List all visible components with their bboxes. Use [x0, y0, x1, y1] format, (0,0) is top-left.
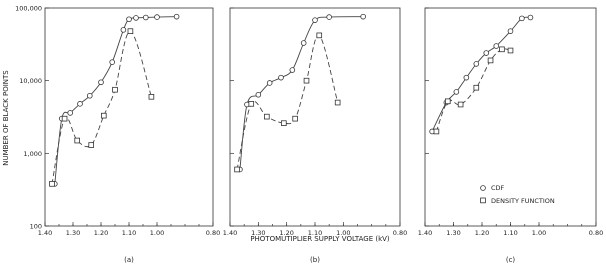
x-axis-label: PHOTOMUTIPLIER SUPPLY VOLTAGE (kV) — [250, 235, 390, 243]
legend-cdf-marker — [481, 186, 486, 191]
density-point — [149, 94, 154, 99]
cdf-point — [155, 15, 160, 20]
cdf-point — [279, 75, 284, 80]
cdf-point — [301, 41, 306, 46]
cdf-point — [134, 16, 139, 21]
chart-panel — [223, 8, 407, 264]
x-tick-label: 1.00 — [149, 229, 165, 237]
x-tick-label: 1.00 — [531, 229, 547, 237]
density-point — [434, 129, 439, 134]
cdf-point — [121, 27, 126, 32]
density-point — [101, 113, 106, 118]
x-tick-label: 1.20 — [279, 229, 294, 237]
y-tick-label: 100,000 — [15, 4, 42, 13]
cdf-point — [313, 18, 318, 23]
x-tick-label: 1.20 — [93, 229, 109, 237]
density-point — [50, 181, 55, 186]
y-axis-label: NUMBER OF BLACK POINTS — [2, 70, 10, 166]
cdf-point — [68, 111, 73, 116]
cdf-point — [87, 93, 92, 98]
x-tick-label: 1.10 — [121, 229, 137, 237]
density-point — [317, 33, 322, 38]
y-tick-label: 1,000 — [23, 149, 42, 158]
density-point — [293, 116, 298, 121]
cdf-point — [464, 75, 469, 80]
y-tick-label: 100 — [29, 222, 42, 231]
density-point — [500, 47, 505, 52]
density-point — [458, 102, 463, 107]
cdf-point — [267, 81, 272, 86]
cdf-point — [127, 17, 132, 22]
density-point — [488, 58, 493, 63]
density-point — [474, 85, 479, 90]
density-point — [128, 29, 133, 34]
plot-frame — [45, 8, 213, 226]
density-point — [281, 121, 286, 126]
density-point — [235, 167, 240, 172]
x-tick-label: 1.10 — [307, 229, 323, 237]
cdf-point — [78, 101, 83, 106]
cdf-point — [528, 15, 533, 20]
cdf-curve — [55, 17, 177, 184]
x-tick-label: 1.30 — [446, 229, 461, 237]
cdf-point — [99, 80, 104, 85]
density-point — [62, 116, 67, 121]
density-point — [304, 78, 309, 83]
legend-density-label: DENSITY FUNCTION — [491, 197, 555, 205]
chart-panel — [15, 5, 220, 265]
cdf-point — [494, 44, 499, 49]
density-point — [75, 138, 80, 143]
panel-label: (c) — [505, 256, 516, 264]
x-tick-label: 1.40 — [417, 229, 433, 237]
cdf-point — [474, 62, 479, 67]
cdf-point — [520, 16, 525, 21]
legend — [481, 184, 555, 205]
x-tick-label: 0.80 — [205, 229, 221, 237]
x-tick-label: 0.80 — [588, 229, 604, 237]
y-tick-label: 10,000 — [19, 77, 42, 86]
cdf-point — [143, 15, 148, 20]
x-tick-label: 1.40 — [37, 229, 53, 237]
x-tick-label: 1.30 — [65, 229, 81, 237]
x-tick-label: 1.00 — [336, 229, 351, 237]
cdf-point — [174, 14, 179, 19]
x-tick-label: 1.10 — [503, 229, 518, 237]
density-curve — [52, 31, 151, 184]
cdf-point — [484, 51, 489, 56]
cdf-point — [290, 68, 295, 73]
density-point — [249, 101, 254, 106]
panel-label: (b) — [310, 256, 320, 264]
legend-density-marker — [481, 198, 486, 203]
plot-frame — [425, 8, 596, 226]
x-tick-label: 1.40 — [222, 229, 238, 237]
panel-label: (a) — [124, 256, 134, 264]
x-tick-label: 1.20 — [474, 229, 490, 237]
cdf-point — [327, 15, 332, 20]
density-curve — [436, 49, 510, 132]
cdf-point — [256, 92, 261, 97]
density-point — [89, 143, 94, 148]
cdf-curve — [432, 17, 530, 131]
x-tick-label: 1.30 — [251, 229, 266, 237]
chart-panel — [418, 8, 603, 264]
cdf-point — [110, 60, 115, 65]
density-point — [264, 114, 269, 119]
cdf-point — [508, 29, 513, 34]
density-point — [445, 99, 450, 104]
cdf-point — [361, 14, 366, 19]
cdf-point — [454, 90, 459, 95]
x-tick-label: 0.80 — [392, 229, 408, 237]
density-point — [335, 100, 340, 105]
density-point — [508, 48, 513, 53]
legend-cdf-label: CDF — [491, 184, 505, 192]
density-point — [113, 87, 118, 92]
panels — [15, 5, 603, 265]
